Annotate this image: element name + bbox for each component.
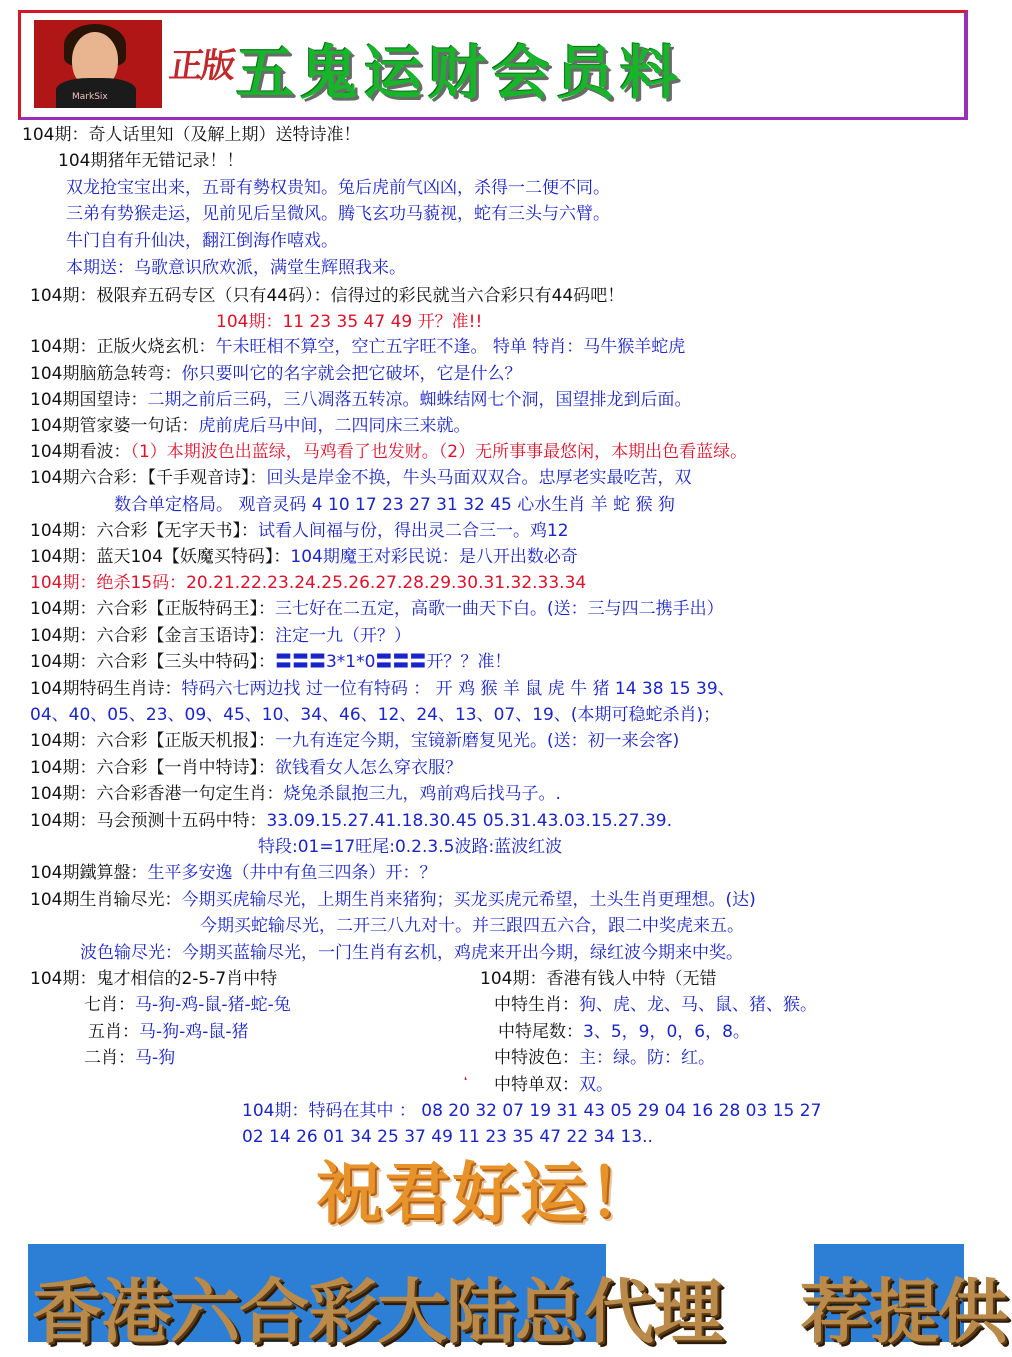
right-col-row: 中特波色：主：绿。防：红。 <box>494 1048 715 1068</box>
banner-right-text: 荐提供 <box>800 1270 1007 1353</box>
line-17: 104期：蓝天104【妖魔买特码】：104期魔王对彩民说：是八开出数必奇 <box>30 547 578 567</box>
line-29: 104期鐵算盤：生平多安逸（井中有鱼三四条）开：？ <box>30 863 437 883</box>
right-col-row: 中特单双：双。 <box>494 1075 613 1095</box>
line-31: 今期买蛇输尽光，二开三八九对十。并三跟四五六合，跟二中奖虎来五。 <box>200 916 744 936</box>
line-08: 104期：11 23 35 47 49 开？准!! <box>216 312 483 332</box>
page-title: 五鬼运财会员料 <box>236 39 685 107</box>
line-20: 104期：六合彩【金言玉语诗】：注定一九（开？） <box>30 626 411 646</box>
line-27: 104期：马会预测十五码中特：33.09.15.27.41.18.30.45 05.31.43.03.15.27.39. <box>30 811 672 831</box>
banner-right <box>800 1244 1007 1353</box>
small-mark: ❛ <box>464 1076 468 1087</box>
line-30: 104期生肖输尽光：今期买虎输尽光，上期生肖来猪狗；买龙买虎元希望，土头生肖更理想。(达) <box>30 890 756 910</box>
left-col-row: 二肖：马-狗 <box>84 1048 176 1068</box>
left-col-row: 五肖：马-狗-鸡-鼠-猪 <box>88 1022 249 1042</box>
zhengban-stamp: 正版 <box>166 46 237 86</box>
right-col-row: 中特生肖：狗、虎、龙、马、鼠、猪、猴。 <box>494 995 817 1015</box>
line-03: 双龙抢宝宝出来，五哥有勢权贵知。兔后虎前气凶凶，杀得一二便不同。 <box>66 178 610 198</box>
line-14: 104期六合彩：【千手观音诗】：回头是岸金不换，牛头马面双双合。忠厚老实最吃苦，双 <box>30 468 692 488</box>
line-19: 104期：六合彩【正版特码王】：三七好在二五定，高歌一曲天下白。(送：三与四二携手出） <box>30 599 724 619</box>
left-col-title: 104期：鬼才相信的2-5-7肖中特 <box>30 969 278 989</box>
tema-line-1: 104期：特码在其中 ： 08 20 32 07 19 31 43 05 29 04 16 28 03 15 27 <box>242 1101 822 1121</box>
tema-line-2: 02 14 26 01 34 25 37 49 11 23 35 47 22 34 13.. <box>242 1127 653 1147</box>
line-23: 04、40、05、23、09、45、10、34、46、12、24、13、07、19、(本期可稳蛇杀肖)； <box>30 705 721 725</box>
line-02: 104期猪年无错记录！！ <box>58 151 244 171</box>
line-25: 104期：六合彩【一肖中特诗】：欲钱看女人怎么穿衣服？ <box>30 758 462 778</box>
banner-left-text: 香港六合彩大陆总代理 <box>32 1270 722 1353</box>
line-26: 104期：六合彩香港一句定生肖：烧兔杀鼠抱三九，鸡前鸡后找马子。. <box>30 784 561 804</box>
line-09: 104期：正版火烧玄机：午未旺相不算空，空亡五字旺不逢。 特单 特肖：马牛猴羊蛇虎 <box>30 337 686 357</box>
line-04: 三弟有势猴走运，见前见后呈微风。腾飞玄功马藐视，蛇有三头与六臂。 <box>66 204 610 224</box>
banner-left <box>28 1244 722 1353</box>
line-22: 104期特码生肖诗：特码六七两边找 过一位有特码 ： 开 鸡 猴 羊 鼠 虎 牛 猪 14 38 15 39、 <box>30 679 735 699</box>
line-12: 104期管家婆一句话：虎前虎后马中间，二四同床三来就。 <box>30 416 471 436</box>
line-24: 104期：六合彩【正版天机报】：一九有连定今期，宝镜新磨复见光。(送：初一来会客) <box>30 731 680 751</box>
line-28: 特段:01=17旺尾:0.2.3.5波路:蓝波红波 <box>258 837 563 857</box>
line-01: 104期：奇人话里知（及解上期）送特诗准！ <box>22 125 361 145</box>
left-col-row: 七肖：马-狗-鸡-鼠-猪-蛇-兔 <box>84 995 291 1015</box>
line-07: 104期：极限弃五码专区（只有44码）：信得过的彩民就当六合彩只有44码吧！ <box>30 286 625 306</box>
line-32: 波色输尽光：今期买蓝输尽光，一门生肖有玄机，鸡虎来开出今期，绿红波今期来中奖。 <box>80 943 743 963</box>
line-15: 数合单定格局。 观音灵码 4 10 17 23 27 31 32 45 心水生肖 羊 蛇 猴 狗 <box>114 495 675 515</box>
line-18: 104期：绝杀15码：20.21.22.23.24.25.26.27.28.29.30.31.32.33.34 <box>30 573 587 593</box>
line-21: 104期：六合彩【三头中特码】：〓〓〓3*1*0〓〓〓开？？准！ <box>30 652 512 672</box>
line-05: 牛门自有升仙决，翻江倒海作嘻戏。 <box>66 231 338 251</box>
line-16: 104期：六合彩【无字天书】：试看人间福与份，得出灵二合三一。鸡12 <box>30 521 569 541</box>
right-col-row: 中特尾数：3、5，9，0，6，8。 <box>498 1022 750 1042</box>
line-10: 104期脑筋急转弯：你只要叫它的名字就会把它破坏，它是什么？ <box>30 364 522 384</box>
line-06: 本期送：乌歌意识欣欢派，满堂生辉照我来。 <box>66 258 406 278</box>
line-11: 104期国望诗：二期之前后三码，三八凋落五转凉。蜘蛛结网七个洞，国望排龙到后面。 <box>30 390 692 410</box>
line-13: 104期看波：（1）本期波色出蓝绿，马鸡看了也发财。（2）无所事事最悠闲，本期出色看蓝绿。 <box>30 442 748 462</box>
photo-watermark: MarkSix <box>72 92 108 102</box>
blessing-text: 祝君好运！ <box>316 1154 656 1232</box>
right-col-title: 104期：香港有钱人中特（无错 <box>480 969 717 989</box>
